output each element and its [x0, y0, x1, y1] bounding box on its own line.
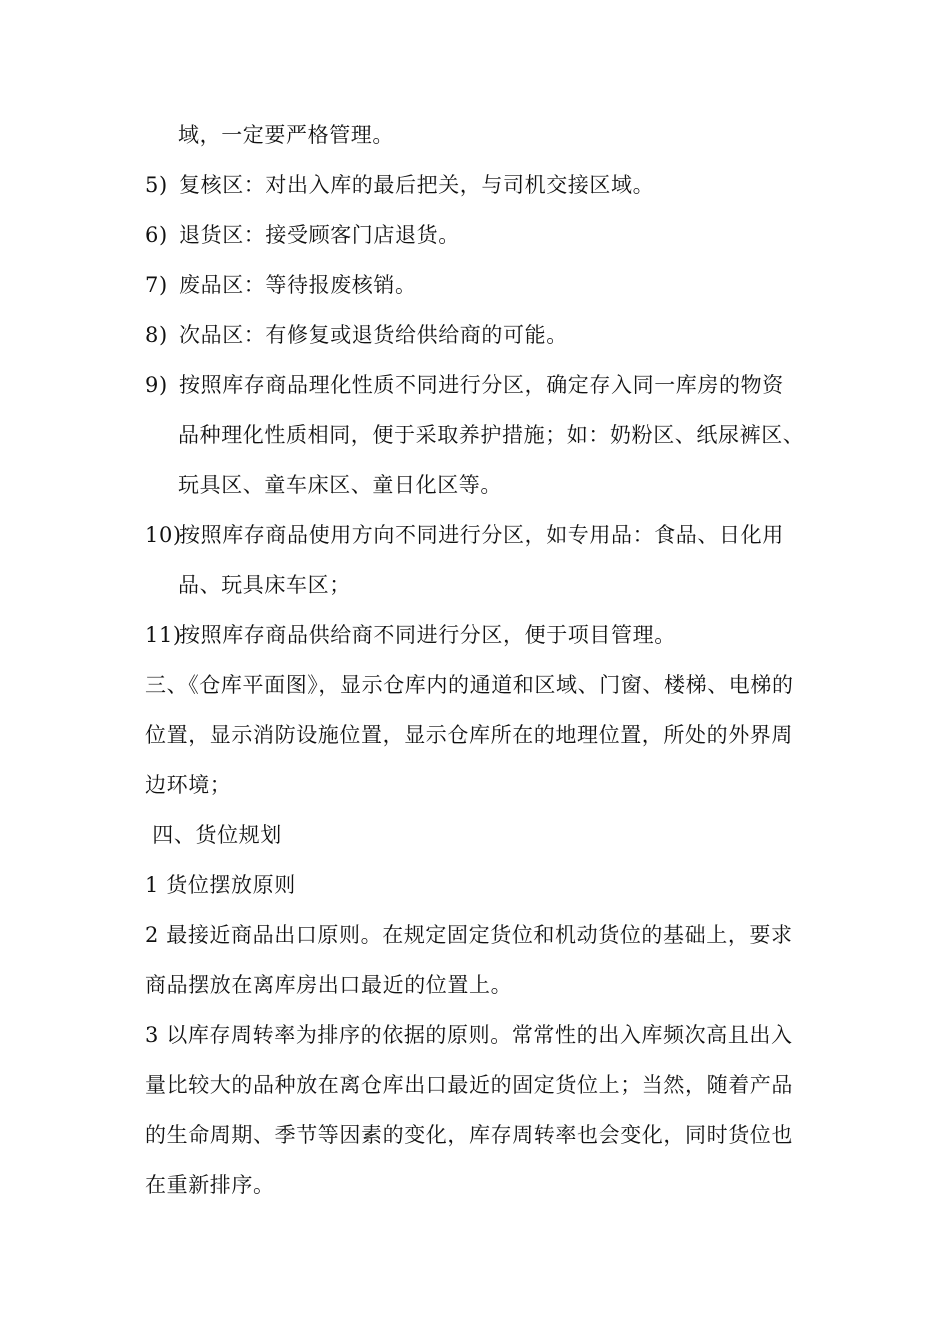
- line-text: 在重新排序。: [145, 1173, 275, 1197]
- list-number: 8): [145, 323, 168, 347]
- text-line: [145, 1121, 793, 1149]
- list-number: 6): [145, 223, 168, 247]
- line-text: 3 以库存周转率为排序的依据的原则。常常性的出入库频次高且出入: [145, 1023, 793, 1047]
- list-number: 11): [145, 623, 182, 647]
- text-line: [178, 121, 394, 149]
- text-line: [178, 421, 804, 449]
- line-text: 次品区：有修复或退货给供给商的可能。: [179, 323, 568, 347]
- list-number: 7): [145, 273, 168, 297]
- line-text: 按照库存商品使用方向不同进行分区，如专用品：食品、日化用: [179, 523, 784, 547]
- section-heading: [145, 821, 282, 849]
- text-line: [145, 921, 793, 949]
- text-line: [145, 671, 794, 699]
- line-text: 商品摆放在离库房出口最近的位置上。: [145, 973, 513, 997]
- text-line: [145, 971, 512, 999]
- line-text: 玩具区、童车床区、童日化区等。: [178, 473, 502, 497]
- line-text: 边环境；: [145, 773, 232, 797]
- text-line: [178, 471, 502, 499]
- list-item-9: [145, 371, 784, 399]
- list-item-10: [145, 521, 784, 549]
- line-text: 废品区：等待报废核销。: [179, 273, 417, 297]
- list-item-5: [145, 171, 654, 199]
- text-line: [145, 1171, 275, 1199]
- list-number: 9): [145, 373, 168, 397]
- line-text: 按照库存商品理化性质不同进行分区，确定存入同一库房的物资: [179, 373, 784, 397]
- line-text: 品种理化性质相同，便于采取养护措施；如：奶粉区、纸尿裤区、: [178, 423, 805, 447]
- text-line: [145, 771, 231, 799]
- line-text: 退货区：接受顾客门店退货。: [179, 223, 460, 247]
- line-text: 域，一定要严格管理。: [178, 123, 394, 147]
- line-text: 四、货位规划: [145, 823, 282, 847]
- line-text: 1 货位摆放原则: [145, 873, 296, 897]
- list-item-7: [145, 271, 417, 299]
- text-line: [145, 1071, 793, 1099]
- list-number: 5): [145, 173, 168, 197]
- line-text: 复核区：对出入库的最后把关，与司机交接区域。: [179, 173, 655, 197]
- line-text: 按照库存商品供给商不同进行分区，便于项目管理。: [179, 623, 676, 647]
- list-item-11: [145, 621, 676, 649]
- list-item-8: [145, 321, 568, 349]
- line-text: 位置，显示消防设施位置，显示仓库所在的地理位置，所处的外界周: [145, 723, 793, 747]
- line-text: 品、玩具床车区；: [178, 573, 351, 597]
- list-number: 10): [145, 523, 182, 547]
- text-line: [178, 571, 351, 599]
- line-text: 的生命周期、季节等因素的变化，库存周转率也会变化，同时货位也: [145, 1123, 793, 1147]
- text-line: [145, 1021, 793, 1049]
- text-line: [145, 721, 793, 749]
- text-line: [145, 871, 296, 899]
- list-item-6: [145, 221, 460, 249]
- line-text: 量比较大的品种放在离仓库出口最近的固定货位上；当然，随着产品: [145, 1073, 793, 1097]
- line-text: 2 最接近商品出口原则。在规定固定货位和机动货位的基础上，要求: [145, 923, 793, 947]
- line-text: 三、《仓库平面图》，显示仓库内的通道和区域、门窗、楼梯、电梯的: [145, 673, 794, 697]
